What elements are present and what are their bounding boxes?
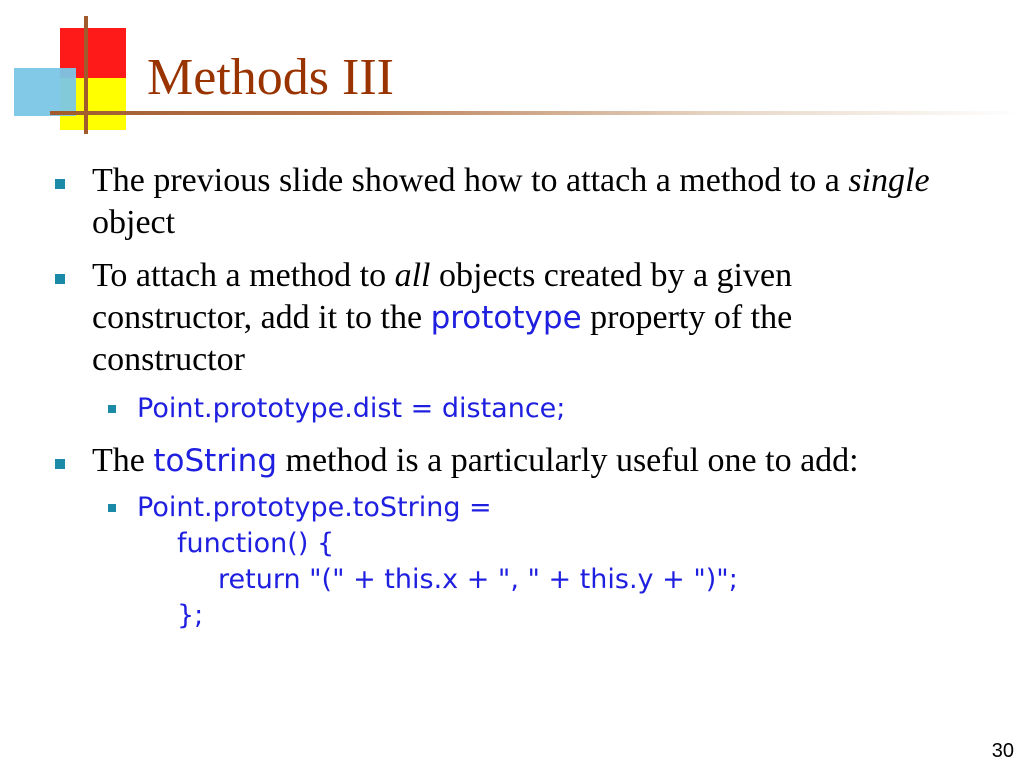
blue-square-decoration: [14, 68, 76, 116]
bullet-1-text-b: object: [92, 204, 176, 241]
bullet-marker: [55, 274, 65, 284]
vertical-line-decoration: [84, 16, 88, 134]
bullet-2: [92, 255, 932, 381]
bullet-3-code: toString: [153, 443, 277, 479]
bullet-3-text-b: method is a particularly useful one to add:: [277, 442, 859, 479]
code-line-3: return "(" + this.x + ", " + this.y + ")";: [218, 564, 738, 595]
bullet-3-text-a: The: [92, 442, 154, 479]
sub-bullet-marker: [108, 504, 116, 512]
bullet-marker: [55, 459, 65, 469]
sub-bullet-marker: [108, 405, 116, 413]
bullet-2-text-a: To attach a method to: [92, 257, 395, 294]
code-line-2: function() {: [177, 528, 335, 559]
code-line-4: };: [177, 600, 204, 631]
bullet-1: [92, 160, 992, 244]
sub-bullet-code: Point.prototype.dist = distance;: [137, 393, 566, 424]
bullet-3: [92, 440, 992, 482]
slide-title: Methods III: [147, 49, 394, 106]
title-underline: [50, 111, 1024, 115]
bullet-1-text-a: The previous slide showed how to attach a method to a: [92, 162, 849, 199]
slide-logo: [0, 0, 140, 140]
bullet-2-code: prototype: [430, 300, 582, 336]
bullet-marker: [55, 179, 65, 189]
page-number: 30: [991, 740, 1014, 762]
bullet-2-text-c: property of the constructor: [92, 299, 793, 378]
bullet-1-emphasis: single: [848, 162, 930, 199]
bullet-2-emphasis: all: [394, 257, 431, 294]
code-line-1: Point.prototype.toString =: [137, 492, 492, 523]
bullet-2-text-b: objects created by a given constructor, add it to the: [92, 257, 793, 336]
